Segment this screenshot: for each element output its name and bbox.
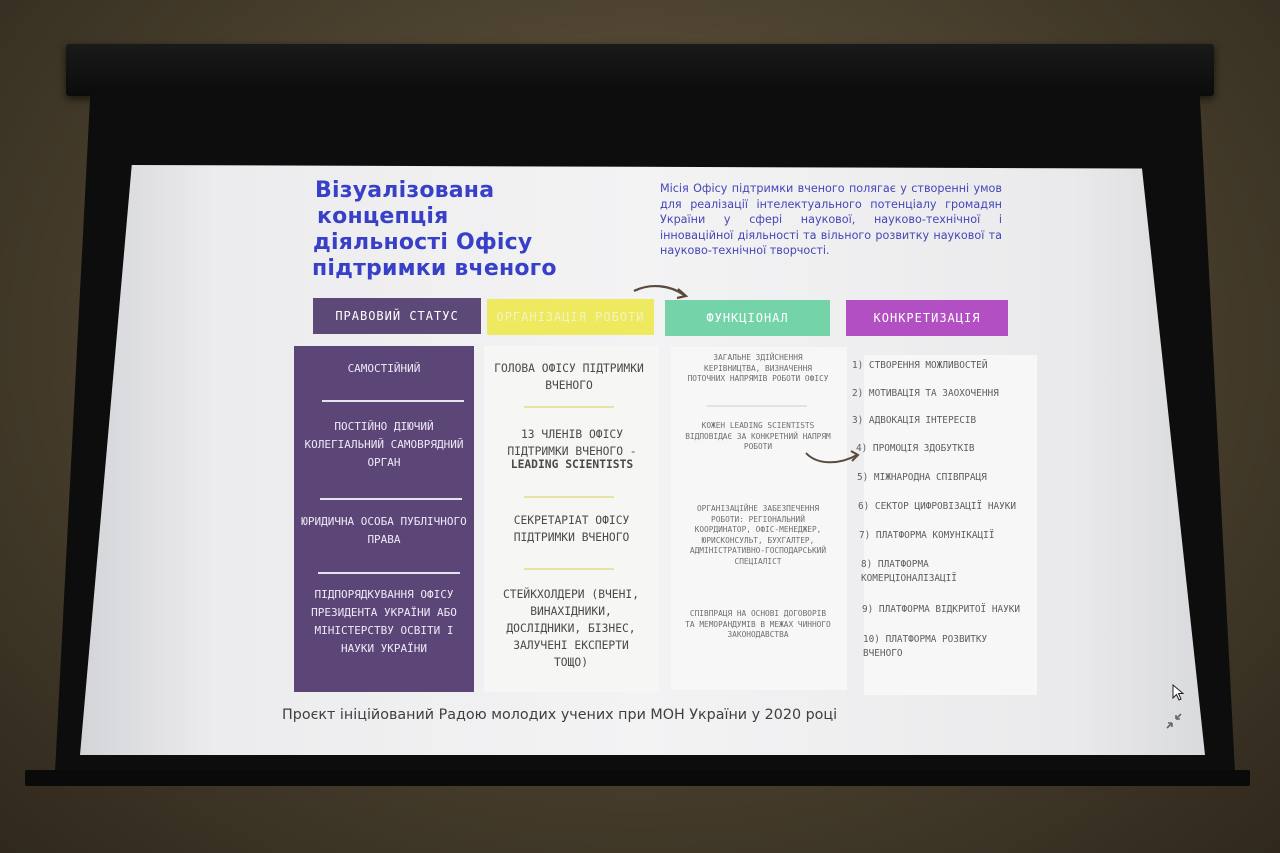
list-item: ПІДПОРЯДКУВАННЯ ОФІСУ ПРЕЗИДЕНТА УКРАЇНИ АБО МІНІСТЕРСТВУ ОСВІТИ І НАУКИ УКРАЇНИ	[311, 588, 457, 655]
list-item: 8) ПЛАТФОРМА КОМЕРЦІОНАЛІЗАЦІЇ	[861, 559, 957, 584]
list-item-emphasis: LEADING SCIENTISTS	[510, 458, 634, 471]
list-item: 2) МОТИВАЦІЯ ТА ЗАОХОЧЕННЯ	[852, 388, 999, 399]
mouse-cursor-icon	[1172, 684, 1186, 702]
legal-status-column	[294, 346, 474, 692]
list-item: ЗАГАЛЬНЕ ЗДІЙСНЕННЯ КЕРІВНИЦТВА, ВИЗНАЧЕННЯ ПОТОЧНИХ НАПРЯМІВ РОБОТИ ОФІСУ	[687, 353, 829, 383]
exit-fullscreen-icon[interactable]	[1165, 712, 1183, 730]
title-line: діяльності Офісу	[313, 230, 533, 255]
list-item: 5) МІЖНАРОДНА СПІВПРАЦЯ	[857, 472, 987, 483]
concretization-column	[852, 355, 1037, 695]
list-item: КОЖЕН LEADING SCIENTISTS ВІДПОВІДАЄ ЗА КОНКРЕТНИЙ НАПРЯМ РОБОТИ	[685, 421, 831, 451]
title-line: підтримки вченого	[312, 256, 557, 281]
screen-bottom-bar	[25, 770, 1250, 786]
divider	[524, 568, 614, 570]
title-line: концепція	[317, 204, 449, 229]
header-organization: ОРГАНІЗАЦІЯ РОБОТИ	[487, 299, 654, 335]
list-item: ПОСТІЙНО ДІЮЧИЙ КОЛЕГІАЛЬНИЙ САМОВРЯДНИЙ ОРГАН	[304, 420, 464, 469]
organization-column	[484, 346, 659, 692]
slide-title	[312, 178, 615, 282]
curved-arrow-icon	[803, 445, 863, 467]
slide-footer: Проєкт ініційований Радою молодих учених при МОН України у 2020 році	[282, 707, 838, 723]
list-item: СЕКРЕТАРІАТ ОФІСУ ПІДТРИМКИ ВЧЕНОГО	[513, 514, 630, 544]
list-item: 3) АДВОКАЦІЯ ІНТЕРЕСІВ	[852, 415, 977, 426]
divider	[318, 572, 460, 574]
list-item: САМОСТІЙНИЙ	[347, 362, 421, 375]
header-legal-status: ПРАВОВИЙ СТАТУС	[313, 298, 481, 334]
list-item: 7) ПЛАТФОРМА КОМУНІКАЦІЇ	[859, 530, 995, 541]
header-functional: ФУНКЦІОНАЛ	[665, 300, 830, 336]
list-item: СПІВПРАЦЯ НА ОСНОВІ ДОГОВОРІВ ТА МЕМОРАНДУМІВ В МЕЖАХ ЧИННОГО ЗАКОНОДАВСТВА	[685, 609, 831, 639]
divider	[707, 405, 807, 407]
divider	[320, 498, 462, 500]
header-concretization: КОНКРЕТИЗАЦІЯ	[846, 300, 1008, 336]
divider	[322, 400, 464, 402]
list-item: 10) ПЛАТФОРМА РОЗВИТКУ ВЧЕНОГО	[863, 634, 988, 659]
list-item: 1) СТВОРЕННЯ МОЖЛИВОСТЕЙ	[852, 360, 988, 371]
list-item: 6) СЕКТОР ЦИФРОВІЗАЦІЇ НАУКИ	[858, 501, 1017, 512]
title-line: Візуалізована	[315, 178, 495, 203]
list-item: СТЕЙКХОЛДЕРИ (ВЧЕНІ, ВИНАХІДНИКИ, ДОСЛІДНИКИ, БІЗНЕС, ЗАЛУЧЕНІ ЕКСПЕРТИ ТОЩО)	[502, 588, 640, 669]
list-item: ОРГАНІЗАЦІЙНЕ ЗАБЕЗПЕЧЕННЯ РОБОТИ: РЕГІОНАЛЬНИЙ КООРДИНАТОР, ОФІС-МЕНЕДЖЕР, ЮРИСКОНСУЛЬТ, БУХГАЛТЕР, АДМІНІСТРАТИВНО-ГОСПОДАРСЬКИЙ СПЕЦІАЛІСТ	[689, 504, 827, 566]
projector-screen-housing	[66, 44, 1214, 96]
list-item: 13 ЧЛЕНІВ ОФІСУ ПІДТРИМКИ ВЧЕНОГО -	[507, 428, 637, 458]
list-item: ЮРИДИЧНА ОСОБА ПУБЛІЧНОГО ПРАВА	[301, 515, 467, 546]
list-item: ГОЛОВА ОФІСУ ПІДТРИМКИ ВЧЕНОГО	[494, 362, 644, 392]
divider	[524, 406, 614, 408]
list-item: 9) ПЛАТФОРМА ВІДКРИТОЇ НАУКИ	[862, 604, 1021, 615]
mission-statement: Місія Офісу підтримки вченого полягає у створенні умов для реалізації інтелектуального потенціалу громадян України у сфері наукової, науково-технічної і інноваційної діяльності та вільного розвитку наукової та науково-технічної творчості.	[660, 182, 1002, 258]
divider	[524, 496, 614, 498]
functional-column	[671, 347, 847, 690]
list-item: 4) ПРОМОЦІЯ ЗДОБУТКІВ	[856, 443, 975, 454]
